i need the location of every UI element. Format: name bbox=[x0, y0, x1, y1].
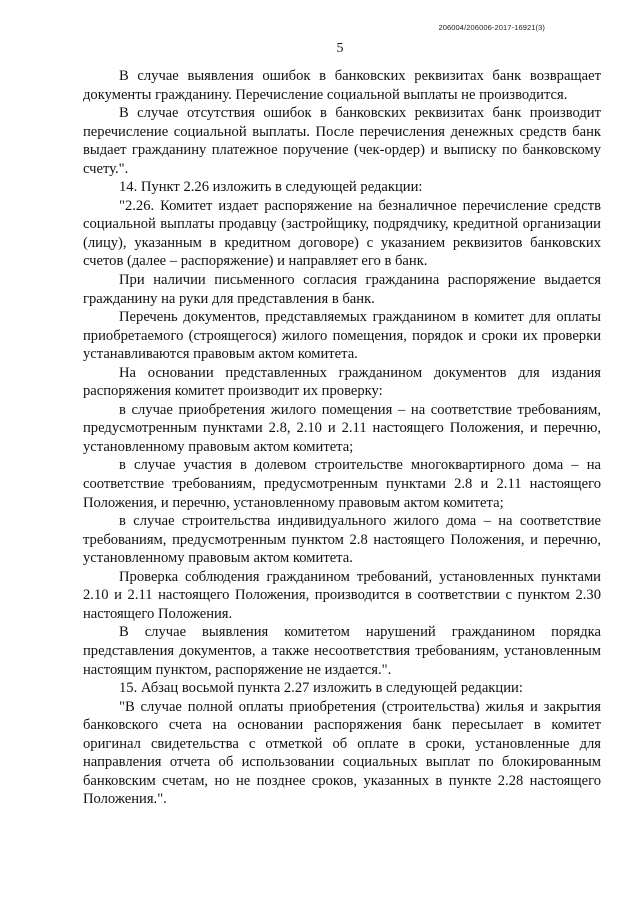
paragraph-bank-errors-return: В случае выявления ошибок в банковских реквизитах банк возвращает документы гражданину. Перечисление социальной выплаты не производится. bbox=[83, 68, 601, 103]
paragraph-verification-intro: На основании представленных гражданином документов для издания распоряжения комитет производит их проверку: bbox=[83, 364, 601, 400]
paragraph-case-purchase: в случае приобретения жилого помещения – на соответствие требованиям, предусмотренным пунктами 2.8, 2.10 и 2.11 настоящего Положения, и перечню, установленному правовым актом комитета; bbox=[83, 401, 601, 455]
paragraph-compliance-check: Проверка соблюдения гражданином требований, установленных пунктами 2.10 и 2.11 настоящего Положения, производится в соответствии с пунктом 2.30 настоящего Положения. bbox=[83, 568, 601, 622]
paragraph-violations: В случае выявления комитетом нарушений гражданином порядка представления документов, а также несоответствия требованиям, установленным настоящим пунктом, распоряжение не издается.". bbox=[83, 624, 601, 678]
paragraph-full-payment: "В случае полной оплаты приобретения (строительства) жилья и закрытия банковского счета на основании распоряжения банк пересылает в комитет оригинал свидетельства с отметкой об оплате в сроки, установленные для направления отчета об использовании социальных выплат по блокированным банковским счетам, но не позднее сроков, указанных в пункте 2.28 настоящего Положения.". bbox=[83, 698, 601, 808]
page-number: 5 bbox=[336, 41, 344, 56]
paragraph-documents-list: Перечень документов, представляемых гражданином в комитет для оплаты приобретаемого (строящегося) жилого помещения, порядок и сроки их проверки устанавливаются правовым актом комитета. bbox=[83, 309, 601, 363]
paragraph-item-14: 14. Пункт 2.26 изложить в следующей редакции: bbox=[119, 179, 423, 196]
paragraph-case-individual-house: в случае строительства индивидуального жилого дома – на соответствие требованиям, предусмотренным пунктом 2.8 настоящего Положения, и перечню, установленному правовым актом комитета. bbox=[83, 513, 601, 567]
paragraph-clause-2-26: "2.26. Комитет издает распоряжение на безналичное перечисление средств социальной выплаты продавцу (застройщику, подрядчику, кредитной организации (лицу), указанным в кредитном договоре) с указанием реквизитов банковских счетов (далее – распоряжение) и направляет его в банк. bbox=[83, 197, 601, 270]
document-body bbox=[83, 67, 601, 809]
paragraph-written-consent: При наличии письменного согласия гражданина распоряжение выдается гражданину на руки для представления в банк. bbox=[83, 272, 601, 307]
document-code: 206004/206006-2017-16921(3) bbox=[438, 23, 545, 32]
paragraph-case-shared-construction: в случае участия в долевом строительстве многоквартирного дома – на соответствие требованиям, предусмотренным пунктами 2.8 и 2.11 настоящего Положения, и перечню, установленному правовым актом комитета; bbox=[83, 457, 601, 511]
paragraph-no-errors-transfer: В случае отсутствия ошибок в банковских реквизитах банк производит перечисление социальной выплаты. После перечисления денежных средств банк выдает гражданину платежное поручение (чек-ордер) и выписку по банковскому счету.". bbox=[83, 105, 601, 177]
paragraph-item-15: 15. Абзац восьмой пункта 2.27 изложить в следующей редакции: bbox=[119, 680, 523, 697]
